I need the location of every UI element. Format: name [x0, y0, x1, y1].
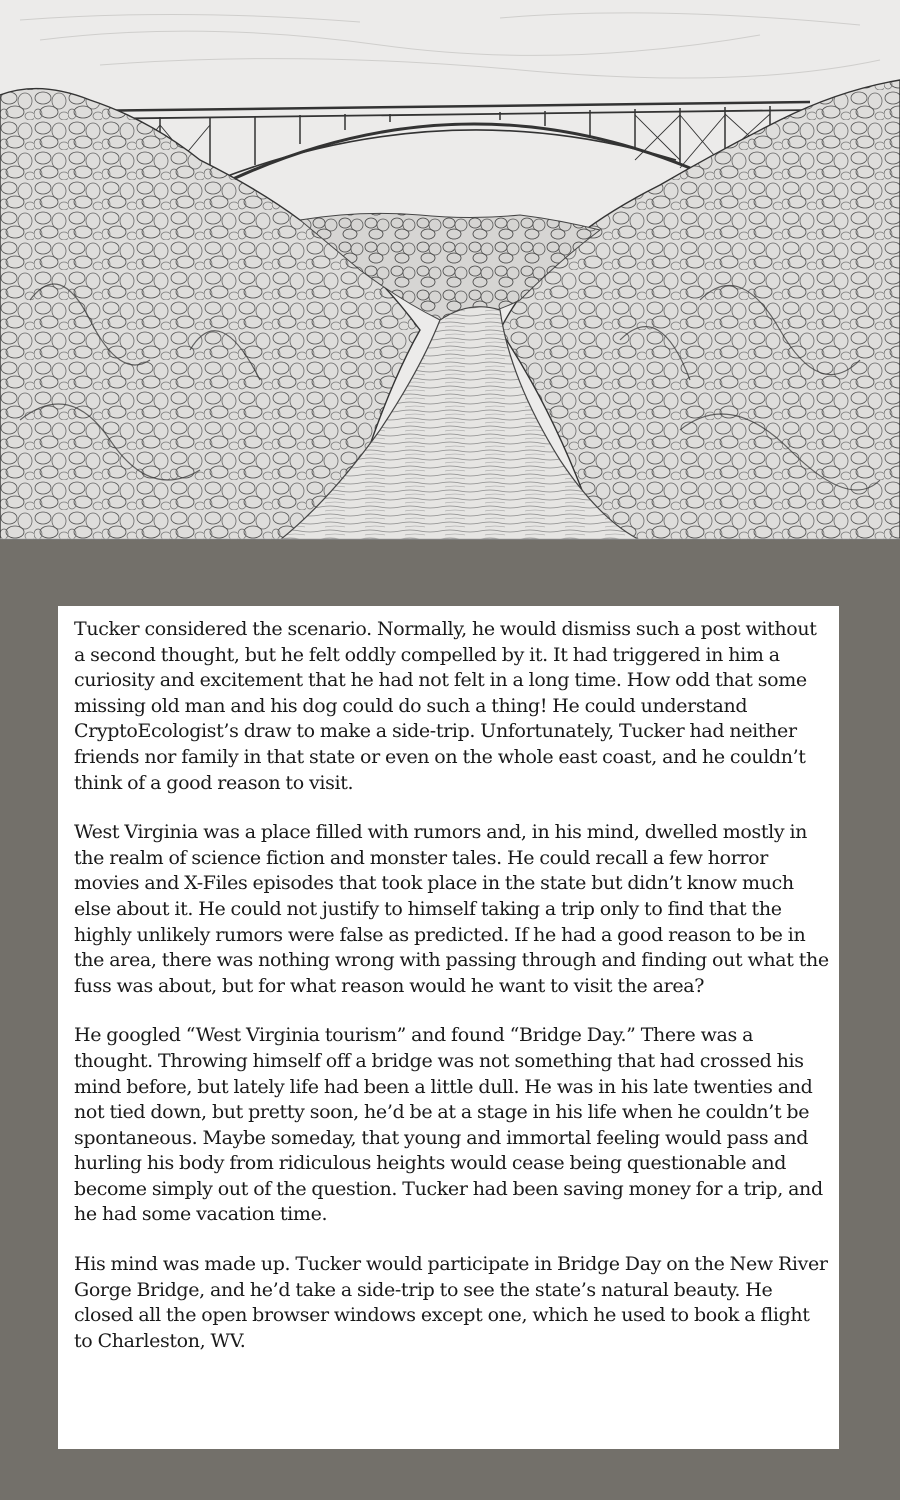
bridge-gorge-sketch [0, 0, 900, 540]
story-paragraph: West Virginia was a place filled with rumors and, in his mind, dwelled mostly in the realm of science fiction and monster tales. He could recall a few horror movies and X-Files episodes that took place in the state but didn’t know much else about it. He could not justify to himself taking a trip only to find that the highly unlikely rumors were false as predicted. If he had a good reason to be in the area, there was nothing wrong with passing through and finding out what the fuss was about, but for what reason would he want to visit the area? [74, 821, 829, 997]
story-text-panel [58, 606, 839, 1449]
story-paragraph: He googled “West Virginia tourism” and found “Bridge Day.” There was a thought. Throwing himself off a bridge was not something that had crossed his mind before, but lately life had been a little dull. He was in his late twenties and not tied down, but pretty soon, he’d be at a stage in his life when he couldn’t be spontaneous. Maybe someday, that young and immortal feeling would pass and hurling his body from ridiculous heights would cease being questionable and become simply out of the question. Tucker had been saving money for a trip, and he had some vacation time. [74, 1024, 823, 1226]
story-paragraph: His mind was made up. Tucker would participate in Bridge Day on the New River Gorge Bridge, and he’d take a side-trip to see the state’s natural beauty. He closed all the open browser windows except one, which he used to book a flight to Charleston, WV. [74, 1253, 828, 1352]
sketch-drawing [0, 0, 900, 540]
story-paragraph: Tucker considered the scenario. Normally, he would dismiss such a post without a second thought, but he felt oddly compelled by it. It had triggered in him a curiosity and excitement that he had not felt in a long time. How odd that some missing old man and his dog could do such a thing! He could understand CryptoEcologist’s draw to make a side-trip. Unfortunately, Tucker had neither friends nor family in that state or even on the whole east coast, and he couldn’t think of a good reason to visit. [74, 618, 817, 794]
